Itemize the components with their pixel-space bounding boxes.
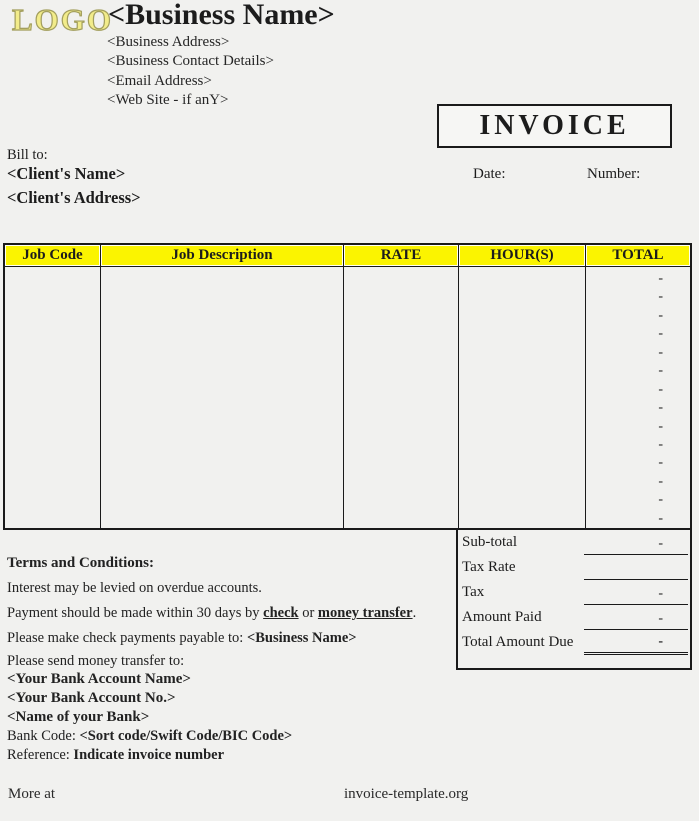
table-header-row [5,245,690,266]
business-contact-line: <Business Contact Details> [107,53,274,70]
business-address-line: <Business Address> [107,34,230,50]
total-due-label: Total Amount Due [462,634,574,650]
footer-site-name: invoice-template.org [344,786,469,802]
client-name: <Client's Name> [7,164,126,183]
col-header-hours: HOUR(S) [459,245,586,266]
terms-send-transfer-line: Please send money transfer to: [7,653,185,669]
client-address: <Client's Address> [7,188,141,207]
bank-name: <Name of your Bank> [7,709,150,725]
terms-interest-line: Interest may be levied on overdue accounts. [7,580,262,596]
subtotal-label: Sub-total [462,534,517,550]
bill-to-label: Bill to: [7,147,48,163]
table-body [5,266,690,528]
subtotal-row [458,532,690,557]
col-header-job-description: Job Description [101,245,344,266]
terms-payment-line [7,605,416,622]
tax-rate-value [584,560,688,580]
payable-business-name: <Business Name> [246,630,357,646]
col-header-rate: RATE [344,245,459,266]
date-label: Date: [473,166,506,182]
terms-payment-or: or [298,605,318,621]
check-term: check [263,605,299,621]
bank-code-value: <Sort code/Swift Code/BIC Code> [79,728,293,744]
amount-paid-row [458,607,690,632]
bank-account-name: <Your Bank Account Name> [7,671,191,687]
amount-paid-value: - [584,610,688,630]
total-cell: - [658,363,663,379]
total-cell: - [658,381,663,397]
invoice-title: INVOICE [479,110,630,141]
total-cell: - [658,492,663,508]
total-cell: - [658,418,663,434]
job-code-column [5,267,101,528]
job-description-column [101,267,344,528]
bank-code-label: Bank Code: [7,728,80,744]
invoice-title-box [437,104,672,148]
terms-payable-line [7,630,357,647]
total-cell: - [658,473,663,489]
business-name: <Business Name> [108,0,335,31]
total-cell: - [658,455,663,471]
total-cell: - [658,400,663,416]
money-transfer-term: money transfer [317,605,413,621]
total-cell: - [658,271,663,286]
bank-account-number: <Your Bank Account No.> [7,690,176,706]
terms-title: Terms and Conditions: [7,555,154,571]
reference-value: Indicate invoice number [73,747,225,763]
col-header-total: TOTAL [586,245,690,266]
tax-row [458,582,690,607]
bank-code-line [7,728,292,745]
total-cell: - [658,307,663,323]
reference-label: Reference: [7,747,74,763]
terms-payment-suffix: . [412,605,417,621]
total-due-row [458,632,690,657]
business-website-line: <Web Site - if anY> [107,92,229,109]
total-column [586,267,690,528]
total-cell: - [658,289,663,305]
tax-rate-row [458,557,690,582]
tax-value: - [584,585,688,605]
amount-paid-label: Amount Paid [462,609,542,625]
subtotal-value: - [584,535,688,555]
total-cell: - [658,344,663,360]
total-cell: - [658,326,663,342]
business-email-line: <Email Address> [107,72,212,89]
number-label: Number: [587,166,641,182]
hours-column [459,267,586,528]
tax-label: Tax [462,584,485,600]
reference-line [7,747,224,764]
totals-summary-box [456,529,692,670]
total-cell: - [658,510,663,526]
total-cell: - [658,436,663,452]
total-due-value: - [584,633,688,655]
footer-more-at: More at [8,786,56,802]
terms-payment-prefix: Payment should be made within 30 days by [7,605,264,621]
terms-payable-prefix: Please make check payments payable to: [7,630,247,646]
rate-column [344,267,459,528]
tax-rate-label: Tax Rate [462,559,516,575]
company-logo: LOGO [12,2,114,37]
business-address-block [107,33,274,111]
line-items-table [3,243,692,530]
col-header-job-code: Job Code [5,245,101,266]
